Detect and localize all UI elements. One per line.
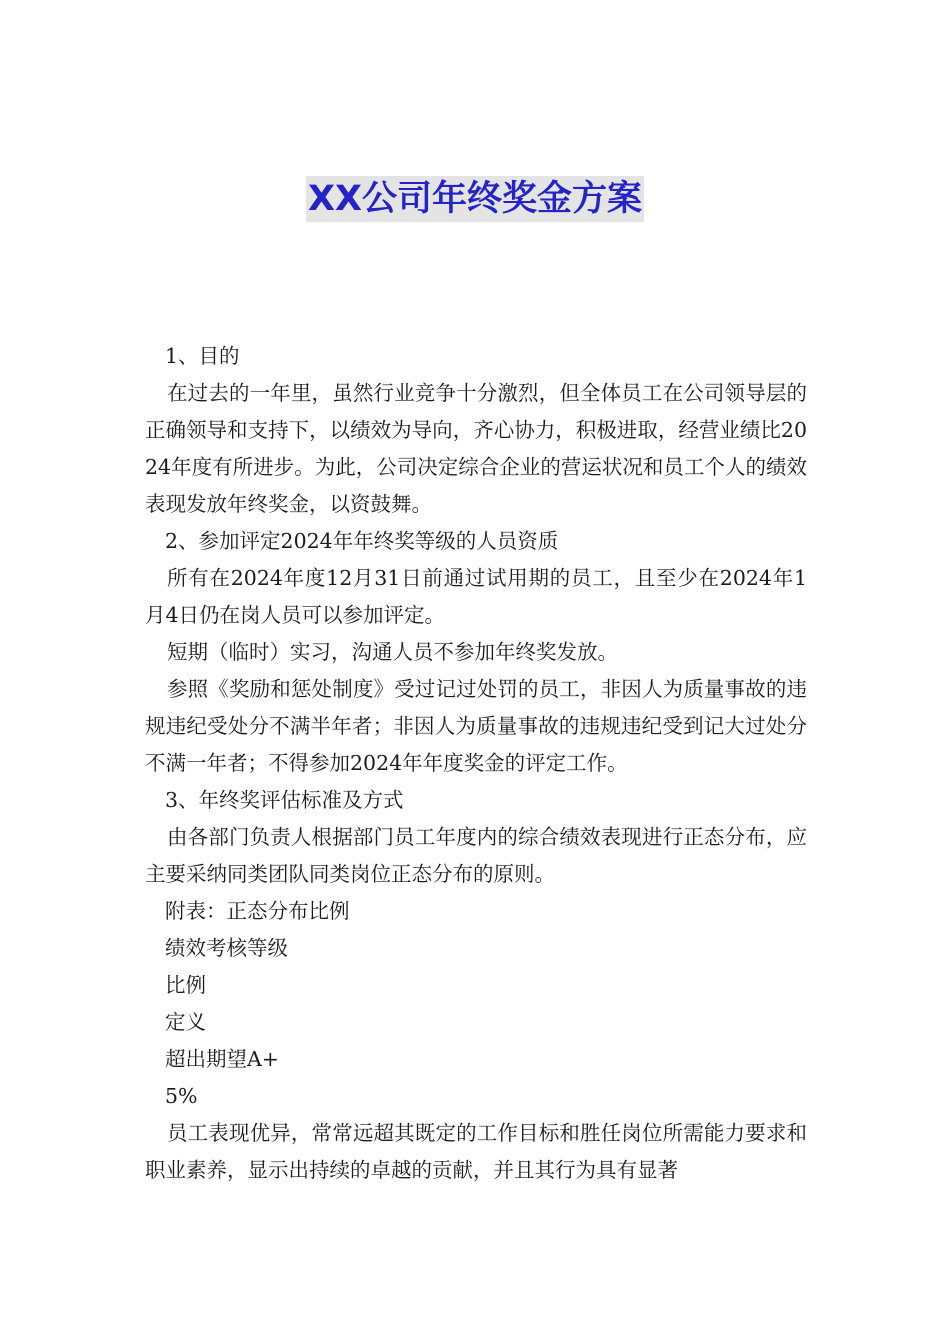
appendix-heading: 附表：正态分布比例 [165,899,350,923]
table-header-definition: 定义 [165,1010,206,1034]
title-container [0,176,950,222]
section-heading-eligibility: 2、参加评定2024年年终奖等级的人员资质 [165,529,559,553]
paragraph-eligibility: 所有在2024年度12月31日前通过试用期的员工，且至少在2024年1月4日仍在岗人员可以参加评定。 [145,566,807,627]
section-heading-criteria: 3、年终奖评估标准及方式 [165,788,404,812]
paragraph-interns: 短期（临时）实习，沟通人员不参加年终奖发放。 [167,640,618,664]
document-title: XX公司年终奖金方案 [306,176,644,222]
section-heading-purpose: 1、目的 [165,344,240,368]
grade-a-plus-label: 超出期望A+ [165,1047,279,1071]
table-header-grade: 绩效考核等级 [165,936,288,960]
table-header-ratio: 比例 [165,973,206,997]
grade-a-plus-definition: 员工表现优异，常常远超其既定的工作目标和胜任岗位所需能力要求和职业素养，显示出持续的卓越的贡献，并且其行为具有显著 [145,1121,807,1182]
grade-a-plus-ratio: 5% [165,1084,198,1108]
paragraph-discipline: 参照《奖励和惩处制度》受过记过处罚的员工，非因人为质量事故的违规违纪受处分不满半年者；非因人为质量事故的违规违纪受到记大过处分不满一年者；不得参加2024年年度奖金的评定工作。 [145,677,807,775]
paragraph-criteria: 由各部门负责人根据部门员工年度内的综合绩效表现进行正态分布，应主要采纳同类团队同类岗位正态分布的原则。 [145,825,807,886]
document-body [145,338,807,1189]
paragraph-purpose: 在过去的一年里，虽然行业竞争十分激烈，但全体员工在公司领导层的正确领导和支持下，以绩效为导向，齐心协力，积极进取，经营业绩比2024年度有所进步。为此，公司决定综合企业的营运状况和员工个人的绩效表现发放年终奖金，以资鼓舞。 [145,381,807,516]
